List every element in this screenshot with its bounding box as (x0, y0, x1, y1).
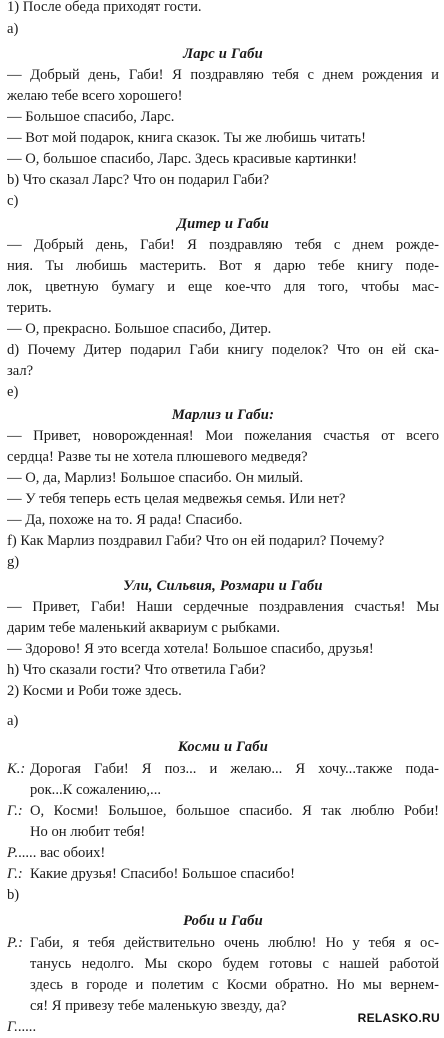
question-f: f) Как Марлиз поздравил Габи? Что он ей подарил? Почему? (7, 533, 385, 549)
question-d: d) Почему Дитер подарил Габи книгу поделок? Что он ей ска- (7, 342, 439, 358)
speaker-gabi: Г. (7, 1019, 18, 1035)
lars-line: — Большое спасибо, Ларс. (7, 109, 175, 125)
robi-line: здесь в городе и полетим с Косми обратно. Но мы вернем- (30, 977, 439, 993)
uli-line: дарим тебе маленький аквариум с рыбками. (7, 620, 280, 636)
gabi-line: Но он любит тебя! (30, 824, 146, 840)
gabi-line-text: ..... (17, 1019, 37, 1035)
item-a-label-2: a) (7, 713, 19, 729)
speaker-robi: Р.: (7, 935, 23, 951)
robi-line: ся! Я привезу тебе маленькую звезду, да? (30, 998, 287, 1014)
marliz-line: — Да, похоже на то. Я рада! Спасибо. (7, 512, 243, 528)
question-b: b) Что сказал Ларс? Что он подарил Габи? (7, 172, 270, 188)
lars-line: — Вот мой подарок, книга сказок. Ты же любишь читать! (7, 130, 366, 146)
dieter-line: — Добрый день, Габи! Я поздравляю тебя с днем рожде- (7, 237, 439, 253)
marliz-line: — Привет, новорожденная! Мои пожелания счастья от всего (7, 428, 439, 444)
dialogue-title-robi: Роби и Габи (183, 913, 263, 929)
item-g-label: g) (7, 554, 20, 570)
kosmi-line: рок...К сожалению,... (30, 782, 161, 798)
uli-line: — Привет, Габи! Наши сердечные поздравления счастья! Мы (7, 599, 439, 615)
dialogue-title-marliz: Марлиз и Габи: (171, 407, 275, 423)
item-a-label: a) (7, 21, 19, 37)
item-c-label: c) (7, 193, 19, 209)
task2-intro: 2) Косми и Роби тоже здесь. (7, 683, 182, 699)
dialogue-title-kosmi: Косми и Габи (177, 739, 269, 755)
robi-line-text: ..... вас обоих! (18, 845, 106, 861)
speaker-gabi: Г.: (7, 803, 23, 819)
dialogue-title-lars: Ларс и Габи (183, 46, 263, 62)
dieter-line: лок, цветную бумагу и еще кое-что для того, чтобы мас- (7, 279, 439, 295)
speaker-gabi: Г.: (7, 866, 23, 882)
lars-line: — Добрый день, Габи! Я поздравляю тебя с днем рождения и (7, 67, 439, 83)
dialogue-title-dieter: Дитер и Габи (177, 216, 269, 232)
marliz-line: сердца! Разве ты не хотела плюшевого медведя? (7, 449, 308, 465)
dialogue-title-uli: Ули, Сильвия, Розмари и Габи (123, 578, 323, 594)
speaker-kosmi: К.: (7, 761, 26, 777)
marliz-line: — У тебя теперь есть целая медвежья семья. Или нет? (7, 491, 346, 507)
task1-intro: 1) После обеда приходят гости. (7, 0, 202, 15)
gabi-line: О, Косми! Большое, большое спасибо. Я так люблю Роби! (30, 803, 439, 819)
dieter-line: — О, прекрасно. Большое спасибо, Дитер. (7, 321, 272, 337)
robi-line: Габи, я тебя действительно очень люблю! Но у тебя я ос- (30, 935, 439, 951)
gabi-line: Какие друзья! Спасибо! Большое спасибо! (30, 866, 295, 882)
robi-line: танусь недолго. Мы скоро будем готовы с нашей работой (30, 956, 439, 972)
dieter-line: ния. Ты любишь мастерить. Вот я дарю тебе книгу поде- (7, 258, 439, 274)
question-d-cont: зал? (7, 363, 34, 379)
question-h: h) Что сказали гости? Что ответила Габи? (7, 662, 266, 678)
lars-line: желаю тебе всего хорошего! (7, 88, 183, 104)
item-e-label: e) (7, 384, 19, 400)
robi-line (7, 843, 439, 864)
item-b-label-2: b) (7, 887, 20, 903)
speaker-robi: Р. (7, 845, 19, 861)
kosmi-line: Дорогая Габи! Я поз... и желаю... Я хочу...также пода- (30, 761, 439, 777)
dieter-line: терить. (7, 300, 52, 316)
marliz-line: — О, да, Марлиз! Большое спасибо. Он милый. (7, 470, 304, 486)
site-watermark: RELASKO.RU (357, 1011, 440, 1025)
lars-line: — О, большое спасибо, Ларс. Здесь красивые картинки! (7, 151, 358, 167)
uli-line: — Здорово! Я это всегда хотела! Большое спасибо, друзья! (7, 641, 374, 657)
